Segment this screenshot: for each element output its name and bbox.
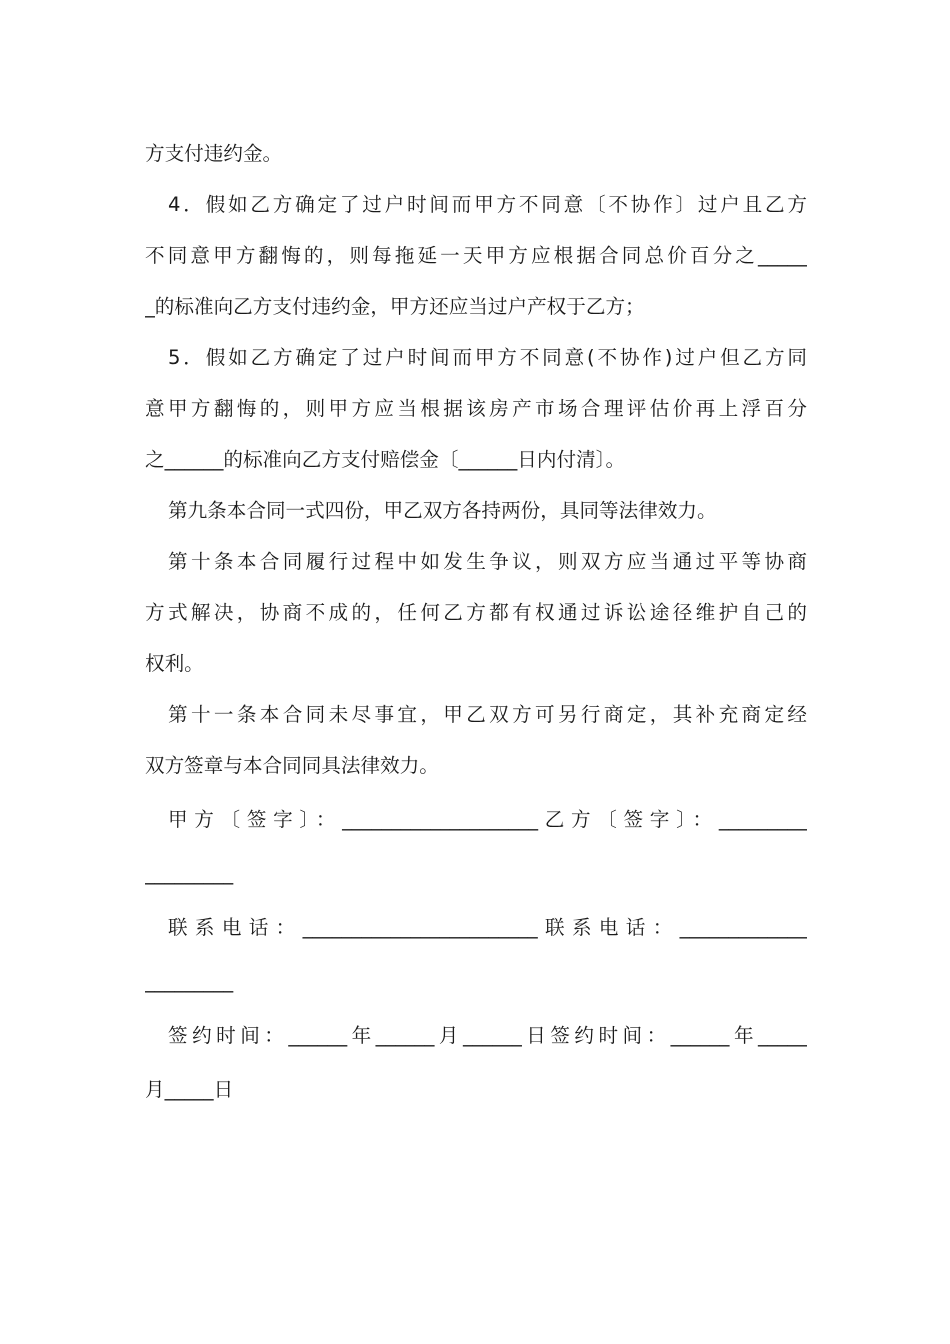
- article-10-line: 方式解决，协商不成的，任何乙方都有权通过诉讼途径维护自己的: [145, 601, 807, 624]
- signature-line: _________: [145, 862, 234, 885]
- signature-line: 甲方〔签字〕：____________________乙方〔签字〕：_________: [168, 808, 807, 831]
- clause-4-line: _的标准向乙方支付违约金，甲方还应当过户产权于乙方；: [145, 295, 645, 318]
- article-11-line: 双方签章与本合同同具法律效力。: [145, 754, 439, 777]
- article-10-line: 第十条本合同履行过程中如发生争议，则双方应当通过平等协商: [168, 550, 807, 573]
- clause-5-line: 5．假如乙方确定了过户时间而甲方不同意(不协作)过户但乙方同: [168, 346, 807, 369]
- clause-4-line: 不同意甲方翻悔的，则每拖延一天甲方应根据合同总价百分之_____: [145, 244, 807, 267]
- phone-line: _________: [145, 970, 234, 993]
- article-9-line: 第九条本合同一式四份，甲乙双方各持两份，具同等法律效力。: [168, 499, 717, 522]
- article-11-line: 第十一条本合同未尽事宜，甲乙双方可另行商定，其补充商定经: [168, 703, 807, 726]
- clause-4-line: 4．假如乙方确定了过户时间而甲方不同意〔不协作〕过户且乙方: [168, 193, 807, 216]
- clause-5-line: 之______的标准向乙方支付赔偿金〔______日内付清〕。: [145, 448, 626, 471]
- paragraph-line: 方支付违约金。: [145, 142, 283, 165]
- signing-date-line: 签约时间：______年______月______日签约时间：______年_____: [168, 1024, 807, 1047]
- article-10-line: 权利。: [145, 652, 204, 675]
- phone-line: 联系电话：________________________联系电话：_____________: [168, 916, 807, 939]
- clause-5-line: 意甲方翻悔的，则甲方应当根据该房产市场合理评估价再上浮百分: [145, 397, 807, 420]
- signing-date-line: 月_____日: [145, 1078, 234, 1101]
- document-body: [145, 128, 807, 1115]
